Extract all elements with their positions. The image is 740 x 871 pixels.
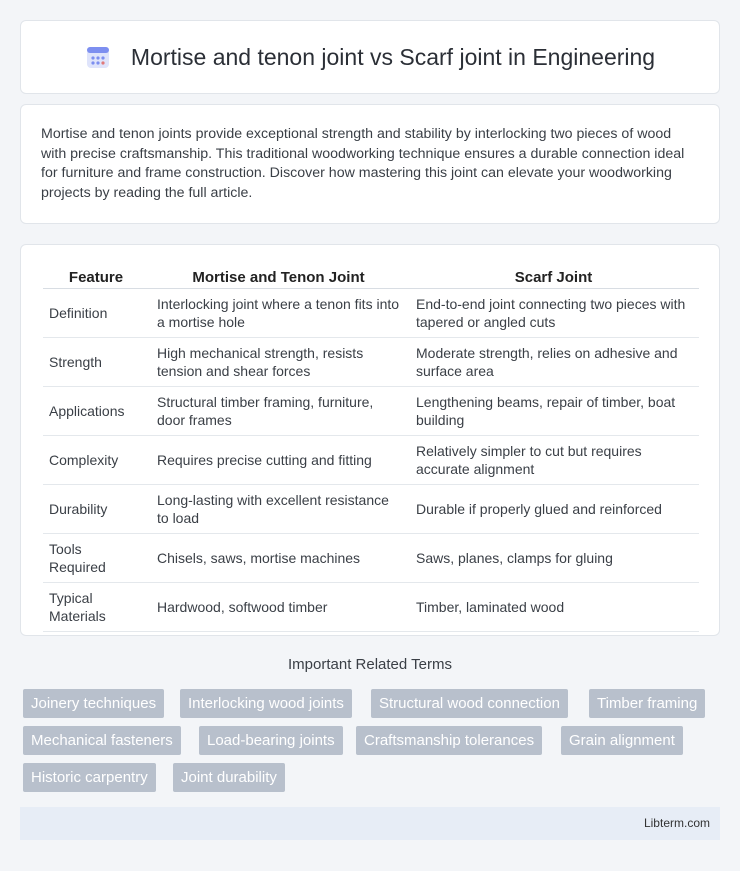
comparison-card bbox=[20, 244, 720, 636]
comparison-table bbox=[43, 265, 699, 632]
footer-brand[interactable]: Libterm.com bbox=[643, 816, 710, 830]
feature-cell: Typical Materials bbox=[43, 583, 149, 632]
calendar-grid-icon bbox=[85, 44, 111, 70]
mortise-tenon-cell: Hardwood, softwood timber bbox=[149, 583, 408, 632]
mortise-tenon-cell: Long-lasting with excellent resistance to load bbox=[149, 485, 408, 534]
column-header: Feature bbox=[43, 265, 149, 289]
scarf-cell: Durable if properly glued and reinforced bbox=[408, 485, 699, 534]
related-terms-title: Important Related Terms bbox=[288, 656, 452, 673]
table-row bbox=[43, 534, 699, 583]
table-row bbox=[43, 485, 699, 534]
feature-cell: Durability bbox=[43, 485, 149, 534]
related-term-tag[interactable]: Load-bearing joints bbox=[199, 726, 343, 755]
related-term-tag[interactable]: Historic carpentry bbox=[23, 763, 156, 792]
scarf-cell: Lengthening beams, repair of timber, boat building bbox=[408, 387, 699, 436]
feature-cell: Tools Required bbox=[43, 534, 149, 583]
intro-card bbox=[20, 104, 720, 224]
feature-cell: Strength bbox=[43, 338, 149, 387]
scarf-cell: Moderate strength, relies on adhesive and surface area bbox=[408, 338, 699, 387]
mortise-tenon-cell: Structural timber framing, furniture, door frames bbox=[149, 387, 408, 436]
header-card bbox=[20, 20, 720, 94]
table-row bbox=[43, 387, 699, 436]
table-row bbox=[43, 436, 699, 485]
related-term-tag[interactable]: Joint durability bbox=[173, 763, 285, 792]
table-row bbox=[43, 289, 699, 338]
footer bbox=[20, 807, 720, 840]
related-term-tag[interactable]: Grain alignment bbox=[561, 726, 683, 755]
feature-cell: Applications bbox=[43, 387, 149, 436]
column-header: Mortise and Tenon Joint bbox=[149, 265, 408, 289]
feature-cell: Complexity bbox=[43, 436, 149, 485]
page-title: Mortise and tenon joint vs Scarf joint in Engineering bbox=[130, 43, 656, 70]
related-term-tag[interactable]: Craftsmanship tolerances bbox=[356, 726, 542, 755]
related-term-tag[interactable]: Joinery techniques bbox=[23, 689, 164, 718]
scarf-cell: Timber, laminated wood bbox=[408, 583, 699, 632]
mortise-tenon-cell: Requires precise cutting and fitting bbox=[149, 436, 408, 485]
intro-text: Mortise and tenon joints provide exceptional strength and stability by interlocking two pieces of wood with precise craftsmanship. This traditional woodworking technique ensures a durable connection ideal for furniture and frame construction. Discover how mastering this joint can elevate your woodworking projects by reading the full article. bbox=[41, 126, 685, 201]
scarf-cell: End-to-end joint connecting two pieces with tapered or angled cuts bbox=[408, 289, 699, 338]
related-term-tag[interactable]: Mechanical fasteners bbox=[23, 726, 181, 755]
table-row bbox=[43, 338, 699, 387]
related-term-tag[interactable]: Structural wood connection bbox=[371, 689, 568, 718]
related-term-tag[interactable]: Timber framing bbox=[589, 689, 705, 718]
column-header: Scarf Joint bbox=[408, 265, 699, 289]
table-row bbox=[43, 583, 699, 632]
related-term-tag[interactable]: Interlocking wood joints bbox=[180, 689, 352, 718]
mortise-tenon-cell: High mechanical strength, resists tension and shear forces bbox=[149, 338, 408, 387]
mortise-tenon-cell: Interlocking joint where a tenon fits into a mortise hole bbox=[149, 289, 408, 338]
mortise-tenon-cell: Chisels, saws, mortise machines bbox=[149, 534, 408, 583]
scarf-cell: Relatively simpler to cut but requires accurate alignment bbox=[408, 436, 699, 485]
feature-cell: Definition bbox=[43, 289, 149, 338]
scarf-cell: Saws, planes, clamps for gluing bbox=[408, 534, 699, 583]
table-header-row bbox=[43, 265, 699, 289]
